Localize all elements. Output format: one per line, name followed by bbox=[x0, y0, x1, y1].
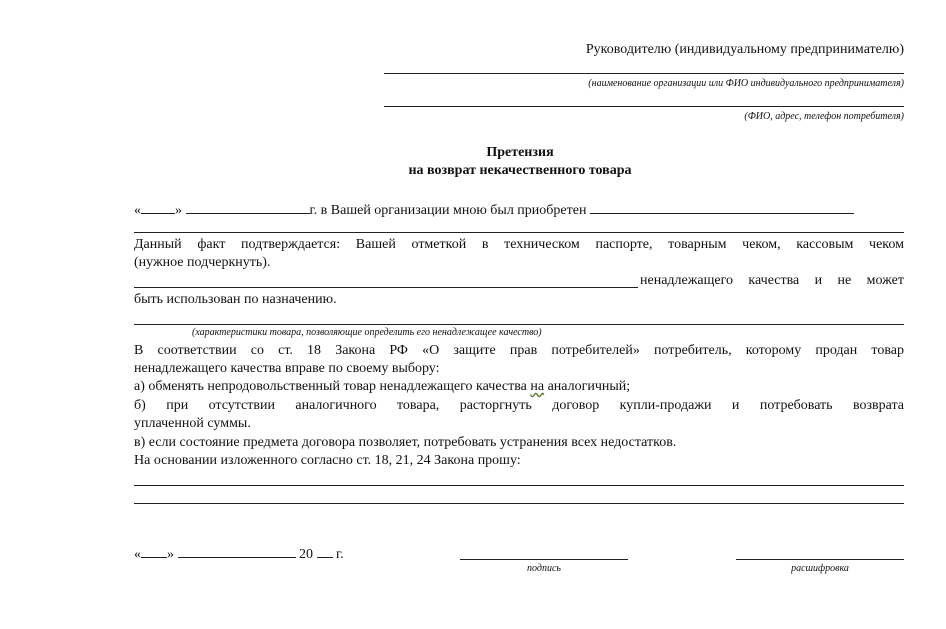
decoding-label: расшифровка bbox=[791, 563, 849, 574]
quote-open: « bbox=[134, 203, 141, 218]
usage-text: быть использован по назначению. bbox=[134, 292, 337, 307]
footer-date bbox=[134, 544, 344, 563]
date-year-blank[interactable] bbox=[317, 544, 333, 558]
date-month-blank[interactable] bbox=[178, 544, 296, 558]
date-day-blank[interactable] bbox=[141, 544, 167, 558]
year-prefix: 20 bbox=[299, 547, 313, 562]
request-line-2[interactable] bbox=[134, 503, 904, 504]
purchase-date-blank[interactable] bbox=[186, 200, 310, 214]
confirm-line1: Данный факт подтверждается: Вашей отметкой в техническом паспорте, товарным чеком, кассовым чеком bbox=[134, 237, 904, 252]
product-continue-line[interactable] bbox=[134, 232, 904, 233]
law-line2: ненадлежащего качества вправе по своему выбору: bbox=[134, 361, 440, 376]
option-c: в) если состояние предмета договора позволяет, потребовать устранения всех недостатков. bbox=[134, 435, 677, 450]
option-a bbox=[134, 378, 630, 395]
product-blank[interactable] bbox=[590, 200, 854, 214]
option-a-post: аналогичный; bbox=[544, 379, 631, 394]
purchase-line bbox=[134, 200, 904, 219]
request-text: На основании изложенного согласно ст. 18, 21, 24 Закона прошу: bbox=[134, 453, 521, 468]
option-a-pre: а) обменять непродовольственный товар ненадлежащего качества bbox=[134, 379, 531, 394]
org-name-hint: (наименование организации или ФИО индивидуального предпринимателя) bbox=[588, 78, 904, 89]
claim-title: Претензия bbox=[486, 145, 554, 160]
option-a-wavy: на bbox=[530, 379, 545, 394]
decoding-line[interactable] bbox=[736, 559, 904, 560]
characteristics-hint: (характеристики товара, позволяющие определить его ненадлежащее качество) bbox=[192, 327, 542, 338]
option-b-line2: уплаченной суммы. bbox=[134, 416, 251, 431]
claim-subtitle: на возврат некачественного товара bbox=[408, 163, 632, 178]
request-line-1[interactable] bbox=[134, 485, 904, 486]
purchase-day-blank[interactable] bbox=[141, 200, 175, 214]
year-suffix: г. bbox=[336, 547, 344, 562]
law-line1: В соответствии со ст. 18 Закона РФ «О защите прав потребителей» потребитель, которому продан товар bbox=[134, 343, 904, 358]
consumer-info-line[interactable] bbox=[384, 106, 904, 107]
recipient-title: Руководителю (индивидуальному предпринимателю) bbox=[585, 42, 904, 57]
purchase-text: г. в Вашей организации мною был приобретен bbox=[309, 203, 587, 218]
characteristics-line[interactable] bbox=[134, 324, 904, 325]
option-b-line1: б) при отсутствии аналогичного товара, расторгнуть договор купли-продажи и потребовать возврата bbox=[134, 398, 904, 413]
date-quote-open: « bbox=[134, 547, 141, 562]
confirm-line2: (нужное подчеркнуть). bbox=[134, 255, 271, 270]
date-quote-close: » bbox=[167, 547, 174, 562]
signature-line[interactable] bbox=[460, 559, 628, 560]
consumer-info-hint: (ФИО, адрес, телефон потребителя) bbox=[744, 111, 904, 122]
defect-text: ненадлежащего качества и не может bbox=[640, 273, 904, 288]
org-name-line[interactable] bbox=[384, 73, 904, 74]
quote-close: » bbox=[175, 203, 182, 218]
signature-label: подпись bbox=[527, 563, 561, 574]
defect-blank[interactable] bbox=[134, 287, 638, 288]
